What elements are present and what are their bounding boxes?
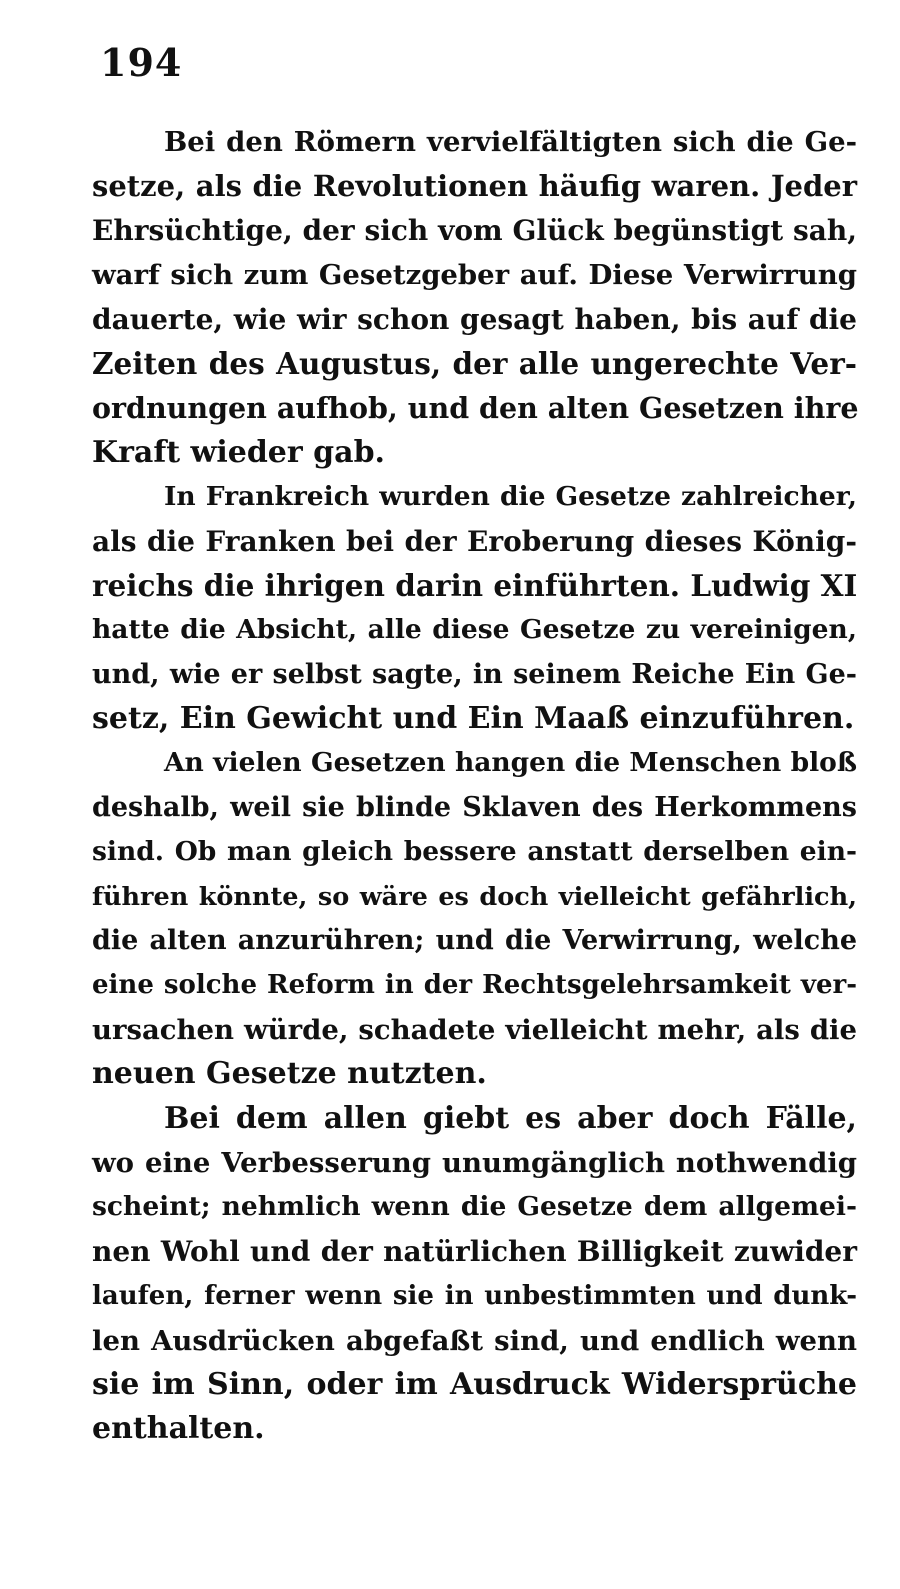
text-line: An vielen Gesetzen hangen die Menschen bloß <box>164 747 857 779</box>
text-line: führen könnte, so wäre es doch vielleicht gefährlich, <box>92 881 857 912</box>
text-line: als die Franken bei der Eroberung dieses König- <box>92 524 857 558</box>
text-line: neuen Gesetze nutzten. <box>92 1056 487 1092</box>
text-line: eine solche Reform in der Rechtsgelehrsamkeit ver- <box>92 970 857 1001</box>
text-line: Bei den Römern vervielfältigten sich die Ge- <box>164 126 857 158</box>
text-line: ursachen würde, schadete vielleicht mehr, als die <box>92 1013 857 1046</box>
paragraph <box>92 120 857 475</box>
text-line: len Ausdrücken abgefaßt sind, und endlich wenn <box>92 1324 857 1357</box>
paragraph <box>92 741 857 1096</box>
page-number: 194 <box>100 40 183 85</box>
paragraph <box>92 1097 857 1452</box>
text-line: wo eine Verbesserung unumgänglich nothwendig <box>92 1146 857 1179</box>
text-line: Ehrsüchtige, der sich vom Glück begünstigt sah, <box>92 213 857 247</box>
text-line: In Frankreich wurden die Gesetze zahlreicher, <box>164 481 857 513</box>
text-line: deshalb, weil sie blinde Sklaven des Herkommens <box>92 791 857 823</box>
text-line: sie im Sinn, oder im Ausdruck Widersprüche <box>92 1366 857 1402</box>
text-line: Bei dem allen giebt es aber doch Fälle, <box>164 1100 857 1136</box>
body-text <box>92 120 857 1452</box>
text-line: und, wie er selbst sagte, in seinem Reiche Ein Ge- <box>92 658 857 690</box>
text-line: Kraft wieder gab. <box>92 434 385 470</box>
paragraph <box>92 475 857 741</box>
text-line: die alten anzurühren; und die Verwirrung, welche <box>92 925 857 957</box>
text-line: setze, als die Revolutionen häufig waren. Jeder <box>92 169 857 204</box>
text-line: nen Wohl und der natürlichen Billigkeit zuwider <box>92 1234 857 1268</box>
text-line: warf sich zum Gesetzgeber auf. Diese Verwirrung <box>92 259 857 292</box>
text-line: dauerte, wie wir schon gesagt haben, bis auf die <box>92 302 857 336</box>
text-line: hatte die Absicht, alle diese Gesetze zu vereinigen, <box>92 614 857 646</box>
text-line: reichs die ihrigen darin einführten. Ludwig XI <box>92 567 858 603</box>
text-line: Zeiten des Augustus, der alle ungerechte Ver- <box>92 345 857 381</box>
text-line: sind. Ob man gleich bessere anstatt derselben ein- <box>92 836 857 868</box>
text-line: scheint; nehmlich wenn die Gesetze dem allgemei- <box>92 1191 857 1223</box>
text-line: laufen, ferner wenn sie in unbestimmten und dunk- <box>92 1281 857 1312</box>
text-line: enthalten. <box>92 1411 265 1447</box>
text-line: setz, Ein Gewicht und Ein Maaß einzuführen. <box>92 701 855 737</box>
text-line: ordnungen aufhob, und den alten Gesetzen ihre <box>92 391 859 426</box>
